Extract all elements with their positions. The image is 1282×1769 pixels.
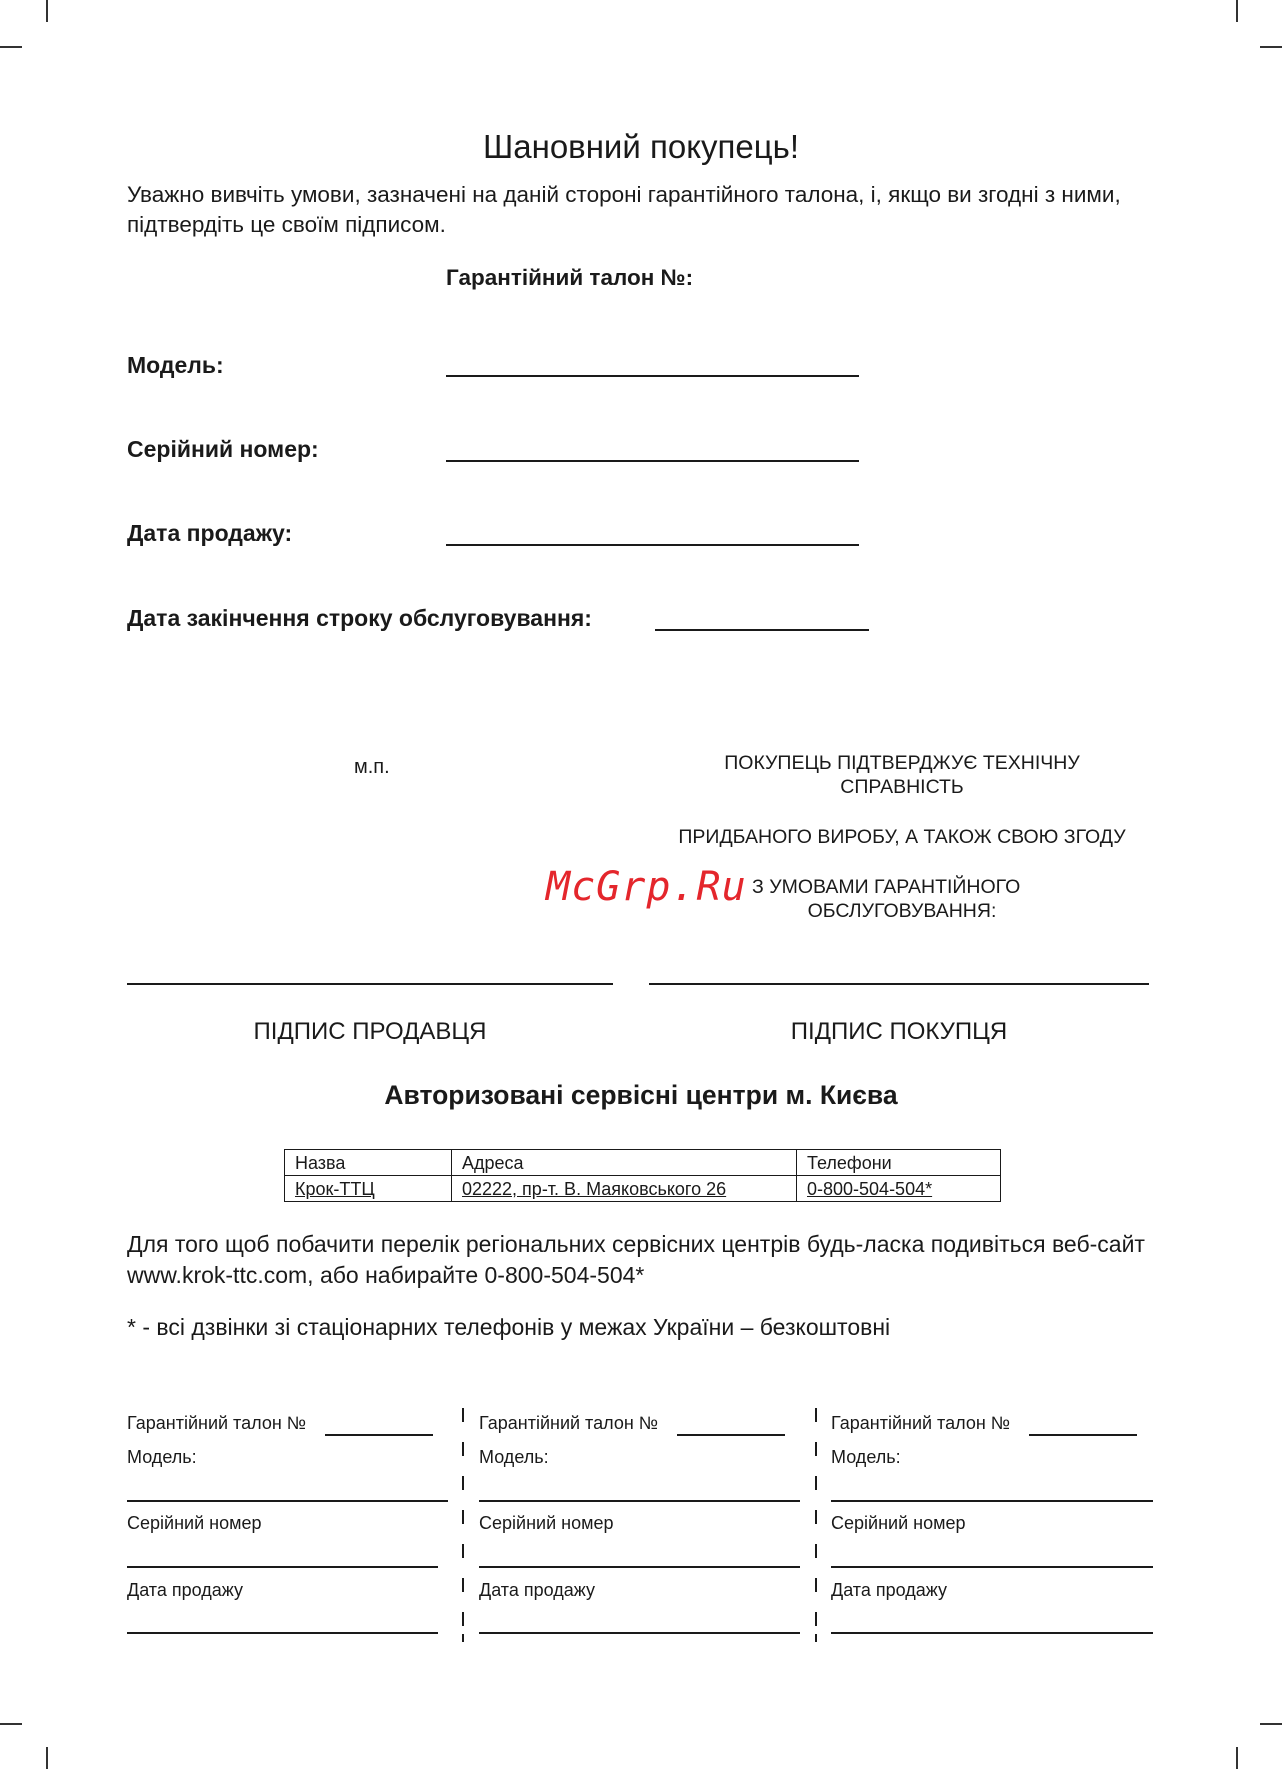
cut-line-dash [815, 1408, 817, 1422]
stub-1-serial-line[interactable] [127, 1566, 438, 1568]
intro-text: Уважно вивчіть умови, зазначені на даній стороні гарантійного талона, і, якщо ви згодні з ними, підтвердіть це своїм підписом. [127, 182, 1121, 237]
cut-line-dash [815, 1442, 817, 1456]
stub-2-talon-label: Гарантійний талон № [479, 1413, 659, 1433]
model-field-line[interactable] [446, 375, 859, 377]
crop-mark [46, 0, 48, 22]
stub-2-talon-line[interactable] [677, 1434, 785, 1436]
cut-line-dash [462, 1612, 464, 1626]
cut-line-dash [462, 1408, 464, 1422]
buyer-signature-line[interactable] [649, 983, 1149, 985]
model-label: Модель: [127, 352, 224, 378]
cut-line-dash [462, 1578, 464, 1592]
confirmation-line-3: ПРИДБАНОГО ВИРОБУ, А ТАКОЖ СВОЮ ЗГОДУ [678, 826, 1126, 848]
stub-3-sale-date-label: Дата продажу [831, 1580, 947, 1600]
stub-1-model-label: Модель: [127, 1447, 197, 1467]
cut-line-dash [462, 1476, 464, 1490]
stub-3-model-line[interactable] [831, 1500, 1153, 1502]
stub-2-sale-date-label: Дата продажу [479, 1580, 595, 1600]
stub-2-model-label: Модель: [479, 1447, 549, 1467]
header-cell-phones: Телефони [797, 1150, 1001, 1176]
stub-1-talon-label: Гарантійний талон № [127, 1413, 307, 1433]
service-centers-table [284, 1149, 1001, 1202]
expiry-field-line[interactable] [655, 629, 869, 631]
stub-2-model-line[interactable] [479, 1500, 800, 1502]
stub-3-serial-label: Серійний номер [831, 1513, 966, 1533]
stub-1-sale-date-label: Дата продажу [127, 1580, 243, 1600]
confirmation-line-1: ПОКУПЕЦЬ ПІДТВЕРДЖУЄ ТЕХНІЧНУ [724, 752, 1080, 774]
stub-1-sale-date-line[interactable] [127, 1632, 438, 1634]
crop-mark [1236, 1747, 1238, 1769]
stub-3-talon-line[interactable] [1029, 1434, 1137, 1436]
cut-line-dash [462, 1442, 464, 1456]
page-title: Шановний покупець! [483, 128, 799, 165]
crop-mark [0, 46, 22, 48]
info-text: Для того щоб побачити перелік регіональних сервісних центрів будь-ласка подивіться веб-сайт www.krok-ttc.com, або набирайте 0-800-504-504* [127, 1231, 1145, 1288]
crop-mark [1260, 1723, 1282, 1725]
crop-mark [46, 1747, 48, 1769]
stub-2-serial-label: Серійний номер [479, 1513, 614, 1533]
confirmation-line-5: ОБСЛУГОВУВАННЯ: [807, 900, 997, 922]
service-centers-title: Авторизовані сервісні центри м. Києва [384, 1080, 898, 1110]
stub-1-talon-line[interactable] [325, 1434, 433, 1436]
cut-line-dash [815, 1476, 817, 1490]
footnote: * - всі дзвінки зі стаціонарних телефонів у межах України – безкоштовні [127, 1314, 891, 1340]
cut-line-dash [815, 1612, 817, 1626]
table-header-row [285, 1150, 1001, 1176]
stub-3-sale-date-line[interactable] [831, 1632, 1153, 1634]
sale-date-field-line[interactable] [446, 544, 859, 546]
center-address[interactable]: 02222, пр-т. В. Маяковського 26 [452, 1176, 797, 1202]
confirmation-line-4: З УМОВАМИ ГАРАНТІЙНОГО [752, 876, 1021, 898]
expiry-label: Дата закінчення строку обслуговування: [127, 605, 592, 631]
stub-2-serial-line[interactable] [479, 1566, 800, 1568]
cut-line-dash [462, 1634, 464, 1642]
cut-line-dash [815, 1634, 817, 1642]
header-cell-address: Адреса [452, 1150, 797, 1176]
stamp-place: м.п. [354, 756, 390, 778]
stub-2-sale-date-line[interactable] [479, 1632, 800, 1634]
sale-date-label: Дата продажу: [127, 520, 293, 546]
serial-label: Серійний номер: [127, 436, 319, 462]
cut-line-dash [815, 1544, 817, 1558]
buyer-signature-label: ПІДПИС ПОКУПЦЯ [790, 1018, 1008, 1045]
stub-3-serial-line[interactable] [831, 1566, 1153, 1568]
table-row [285, 1176, 1001, 1202]
cut-line-dash [815, 1510, 817, 1524]
cut-line-dash [462, 1510, 464, 1524]
crop-mark [1260, 46, 1282, 48]
stub-3-model-label: Модель: [831, 1447, 901, 1467]
crop-mark [1236, 0, 1238, 22]
seller-signature-label: ПІДПИС ПРОДАВЦЯ [253, 1018, 487, 1045]
watermark-logo: McGrp.Ru [546, 864, 747, 910]
confirmation-line-2: СПРАВНІСТЬ [840, 776, 964, 798]
seller-signature-line[interactable] [127, 983, 613, 985]
stub-1-model-line[interactable] [127, 1500, 448, 1502]
crop-mark [0, 1723, 22, 1725]
stub-3-talon-label: Гарантійний талон № [831, 1413, 1011, 1433]
header-cell-name: Назва [285, 1150, 452, 1176]
cut-line-dash [462, 1544, 464, 1558]
talon-heading: Гарантійний талон №: [446, 265, 694, 290]
stub-1-serial-label: Серійний номер [127, 1513, 262, 1533]
center-name[interactable]: Крок-ТТЦ [285, 1176, 452, 1202]
serial-field-line[interactable] [446, 460, 859, 462]
cut-line-dash [815, 1578, 817, 1592]
center-phone[interactable]: 0-800-504-504* [797, 1176, 1001, 1202]
